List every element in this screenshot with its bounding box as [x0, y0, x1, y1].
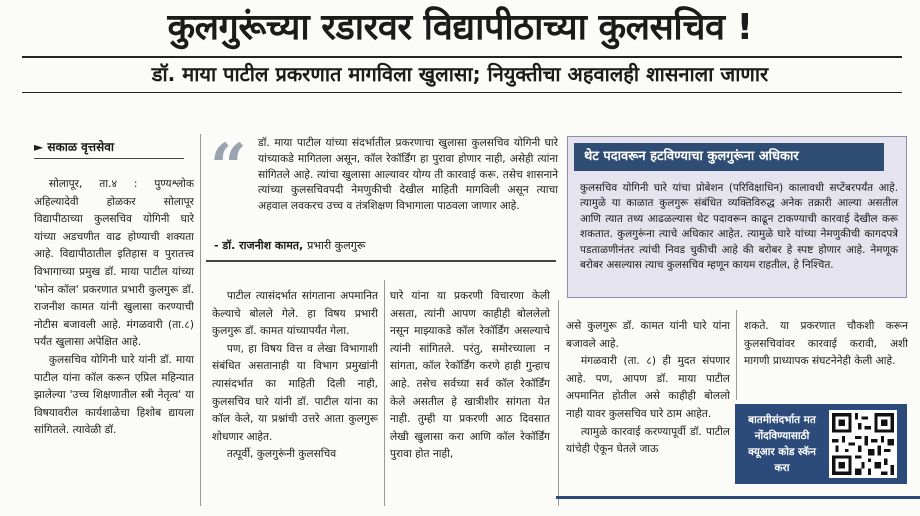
column-divider: [384, 280, 385, 506]
headline-rule: [22, 56, 902, 58]
article-paragraph: सोलापूर, ता.४ : पुण्यश्लोक अहिल्यादेवी होळकर सोलापूर विद्यापीठाच्या कुलसचिव योगिनी घारे यांच्या अडचणीत वाढ होण्याची शक्यता आहे. विद्यापीठातील इतिहास व पुरातत्त्व विभागाच्या प्रमुख डॉ. माया पाटील यांच्या 'फोन कॉल' प्रकरणात प्रभारी कुलगुरू डॉ. राजनीश कामत यांनी खुलासा करण्याची नोटीस बजावली आहे. मंगळवारी (ता.८) पर्यंत खुलासा अपेक्षित आहे.: [34, 178, 194, 349]
column-divider: [558, 300, 559, 506]
byline: ► सकाळ वृत्तसेवा: [34, 140, 114, 154]
quote-designation: प्रभारी कुलगुरू: [307, 239, 366, 252]
quote-text: डॉ. माया पाटील यांच्या संदर्भातील प्रकरणाचा खुलासा कुलसचिव योगिनी घारे यांच्याकडे मागितला असून, कॉल रेकॉर्डिंग हा पुरावा होणार नाही, असेही त्यांना सांगितले आहे. त्यांचा खुलासा आल्यावर योग्य ती कारवाई करू. तसेच शासनाने त्यांच्या कुलसचिवपदी नेमणुकीची देखील माहिती मागविली असून त्याचा अहवाल लवकरच उच्च व तंत्रशिक्षण विभागाला पाठवला जाणार आहे.: [258, 137, 558, 213]
sidebar-box-title: थेट पदावरून हटविण्याचा कुलगुरूंना अधिकार: [574, 143, 884, 171]
qr-feedback-box: [735, 404, 907, 484]
quote-mark-icon: “: [210, 130, 247, 205]
article-column-4: [566, 318, 730, 498]
quote-attribution: [214, 238, 365, 253]
article-paragraph: घारे यांना या प्रकरणी विचारणा केली असता, त्यांनी आपण काहीही बोललेलो नसून माझ्याकडे कॉल रेकॉर्डिंग असल्याचे त्यांनी सांगितले. परंतु, समोरच्याला न सांगता, कॉल रेकॉर्डिंग करणे हाही गुन्हाच आहे. तसेच सर्वच्या सर्व कॉल रेकॉर्डिंग केले असतील हे खात्रीशीर सांगता येत नाही. तुम्ही या प्रकरणी आठ दिवसात लेखी खुलासा करा आणि कॉल रेकॉर्डिंग पुरावा होत नाही,: [390, 290, 550, 461]
quote-author: - डॉ. राजनीश कामत,: [214, 239, 304, 252]
byline-text: सकाळ वृत्तसेवा: [47, 140, 114, 154]
article-paragraph: पण, हा विषय वित्त व लेखा विभागाशी संबंधित असतानाही या विभाग प्रमुखांनी त्यासंदर्भात का माहिती दिली नाही, कुलसचिव घारे यांनी डॉ. पाटील यांना का कॉल केले, या प्रश्नांची उत्तरे आता कुलगुरू शोधणार आहेत.: [212, 342, 378, 443]
article-column-1: [34, 176, 194, 506]
article-column-3: [390, 288, 550, 506]
qr-code-icon[interactable]: [829, 410, 897, 478]
subheadline-rule: [22, 92, 902, 93]
column-divider: [200, 134, 201, 506]
article-paragraph: असे कुलगुरू डॉ. कामत यांनी घारे यांना बजावले आहे.: [566, 320, 730, 350]
sidebar-box-text: कुलसचिव योगिनी घारे यांचा प्रोबेशन (परिविक्षाधिन) कालावधी सप्टेंबरपर्यंत आहे. त्यामुळे या काळात कुलगुरू संबंधित व्यक्तिविरुद्ध अनेक तक्रारी आल्या असतील आणि त्यात तथ्य आढळल्यास थेट पदावरून काढून टाकण्याची कारवाई देखील करू शकतात. कुलगुरूंना त्याचे अधिकार आहेत. त्यामुळे घारे यांच्या नेमणुकीची कागदपत्रे पडताळणीनंतर त्यांची निवड चुकीची आहे की बरोबर हे स्पष्ट होणार आहे. नेमणूक बरोबर असल्यास त्याच कुलसचिव म्हणून कायम राहतील, हे निश्चित.: [580, 182, 898, 272]
article-paragraph: मंगळवारी (ता. ८) ही मुदत संपणार आहे. पण, आपण डॉ. माया पाटील अपमानित होतील असे काहीही बोललो नाही यावर कुलसचिव घारे ठाम आहेत.: [566, 355, 730, 420]
quote-divider: [206, 260, 556, 262]
article-paragraph: पाटील त्यासंदर्भात सांगताना अपमानित केल्याचे बोलले गेले. हा विषय प्रभारी कुलगुरू डॉ. कामत यांच्यापर्यंत गेला.: [212, 290, 378, 338]
sidebar-box: [567, 136, 907, 298]
subheadline: डॉ. माया पाटील प्रकरणात मागविला खुलासा; नियुक्तीचा अहवालही शासनाला जाणार: [151, 62, 769, 86]
column-divider: [736, 310, 737, 400]
article-paragraph: शकते. या प्रकरणात चौकशी करून कुलसचिवांवर कारवाई करावी, अशी मागणी प्राध्यापक संघटनेनेही केली आहे.: [744, 320, 908, 368]
bottom-blue-bar: [556, 496, 920, 499]
headline: कुलगुरूंच्या रडारवर विद्यापीठाच्या कुलसचिव !: [167, 7, 753, 48]
article-paragraph: कुलसचिव योगिनी घारे यांनी डॉ. माया पाटील यांना कॉल करून एप्रिल महिन्यात झालेल्या 'उच्च शिक्षणातील स्त्री नेतृत्व' या विषयावरील कार्यशाळेचा हिशोब द्यायला सांगितले. त्यावेळी डॉ.: [34, 353, 194, 437]
article-paragraph: त्यामुळे कारवाई करण्यापूर्वी डॉ. पाटील यांचेही ऐकून घेतले जाऊ: [566, 425, 730, 456]
qr-label: बातमीसंदर्भात मत नोंदविण्यासाठी क्यूआर कोड स्कॅन करा: [748, 414, 816, 474]
article-column-5: [744, 318, 908, 402]
article-column-2: [212, 288, 378, 506]
byline-underline: [34, 158, 184, 159]
article-paragraph: तत्पूर्वी, कुलगुरूंनी कुलसचिव: [226, 448, 337, 461]
